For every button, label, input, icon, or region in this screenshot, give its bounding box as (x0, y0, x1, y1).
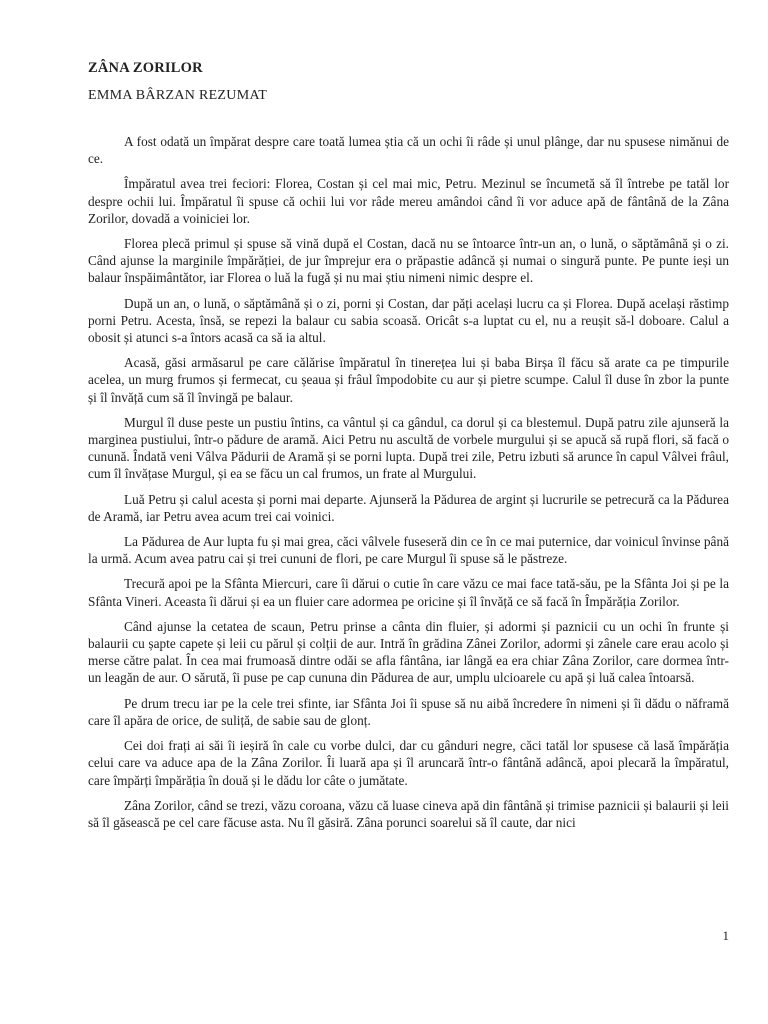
paragraph: După un an, o lună, o săptămână și o zi, porni și Costan, dar păți același lucru ca și Florea. După același răstimp porni Petru. Acesta, însă, se repezi la balaur cu sabia scoasă. Oricât s-a luptat cu el, nu a reușit să-l doboare. Calul a obosit și atunci s-a întors acasă ca să ia altul. (88, 295, 729, 346)
paragraph: A fost odată un împărat despre care toată lumea știa că un ochi îi râde și unul plânge, dar nu spusese nimănui de ce. (88, 134, 729, 167)
paragraph: Florea plecă primul și spuse să vină după el Costan, dacă nu se întoarce într-un an, o lună, o săptămână și o zi. Când ajunse la marginile împărăției, de jur împrejur era o prăpastie adâncă și numai o singură punte. Pe punte ieși un balaur înspăimântător, iar Florea o luă la fugă și nu mai știu nimeni nimic despre el. (88, 236, 729, 286)
document-title: ZÂNA ZORILOR (88, 60, 203, 76)
document-body (88, 133, 729, 839)
document-subtitle: EMMA BÂRZAN REZUMAT (88, 88, 268, 103)
paragraph: Luă Petru și calul acesta și porni mai departe. Ajunseră la Pădurea de argint și lucrurile se petrecură ca la Pădurea de Aramă, iar Petru avea acum trei cai voinici. (88, 491, 729, 524)
paragraph: Împăratul avea trei feciori: Florea, Costan și cel mai mic, Petru. Mezinul se încumetă să îl întrebe pe tatăl lor despre ochii lui. Împăratul îi spuse că ochii lui vor râde mereu amândoi când îi vor aduce apă de fântână de la Zâna Zorilor, dovadă a voiniciei lor. (88, 176, 729, 226)
page-number: 1 (722, 928, 729, 943)
paragraph: Când ajunse la cetatea de scaun, Petru prinse a cânta din fluier, și adormi și paznicii cu un ochi în frunte și balaurii cu șapte capete și leii cu părul și colții de aur. Intră în grădina Zânei Zorilor, adormi și zânele care erau acolo și merse către palat. În cea mai frumoasă dintre odăi se afla fântâna, iar lângă ea era chiar Zâna Zorilor, care dormea într-un leagăn de aur. O sărută, îi puse pe cap cununa din Pădurea de aur, umplu ulcioarele cu apă și luă calea întoarsă. (88, 618, 729, 686)
paragraph: Pe drum trecu iar pe la cele trei sfinte, iar Sfânta Joi îi spuse să nu aibă încredere în nimeni și îi dădu o năframă care îl apăra de orice, de suliță, de sabie sau de glonț. (88, 695, 729, 728)
paragraph: Cei doi frați ai săi îi ieșiră în cale cu vorbe dulci, dar cu gânduri negre, căci tatăl lor spusese că lasă împărăția celui care va aduce apa de la Zâna Zorilor. Îi luară apa și îl aruncară într-o fântână adâncă, apoi plecară la împăratul, care împărți împărăția în două și le dădu lor câte o jumătate. (88, 738, 729, 788)
paragraph: Acasă, găsi armăsarul pe care călărise împăratul în tinerețea lui și baba Birșa îl făcu să arate ca pe timpurile acelea, un murg frumos și fermecat, cu șeaua și frâul împodobite cu aur și pietre scumpe. Calul îl duse în zbor la punte și îl învăță cum să îl învingă pe balaur. (88, 355, 729, 405)
paragraph: Murgul îl duse peste un pustiu întins, ca vântul și ca gândul, ca dorul și ca blestemul. După patru zile ajunseră la marginea pustiului, într-o pădure de aramă. Aici Petru nu ascultă de vorbele murgului și se apucă să rupă flori, să facă o cunună. Îndată veni Vâlva Pădurii de Aramă și se porni lupta. După trei zile, Petru izbuti să arunce în capul Vâlvei frâul, cum îl învățase Murgul, și ea se făcu un cal frumos, un frate al Murgului. (88, 414, 729, 482)
document-page (88, 0, 729, 1024)
paragraph: Trecură apoi pe la Sfânta Miercuri, care îi dărui o cutie în care văzu ce mai face tată-său, pe la Sfânta Joi și pe la Sfânta Vineri. Aceasta îi dărui și ea un fluier care adormea pe oricine și îl învăță ce să facă în Împărăția Zorilor. (88, 576, 729, 609)
paragraph: La Pădurea de Aur lupta fu și mai grea, căci vâlvele fuseseră din ce în ce mai puternice, dar voinicul învinse până la urmă. Acum avea patru cai și trei cununi de flori, pe care Murgul îi spuse să le păstreze. (88, 534, 729, 567)
paragraph: Zâna Zorilor, când se trezi, văzu coroana, văzu că luase cineva apă din fântână și trimise paznicii și balaurii și leii să îl găsească pe cel care făcuse asta. Nu îl găsiră. Zâna porunci soarelui să îl caute, dar nici (88, 797, 729, 830)
